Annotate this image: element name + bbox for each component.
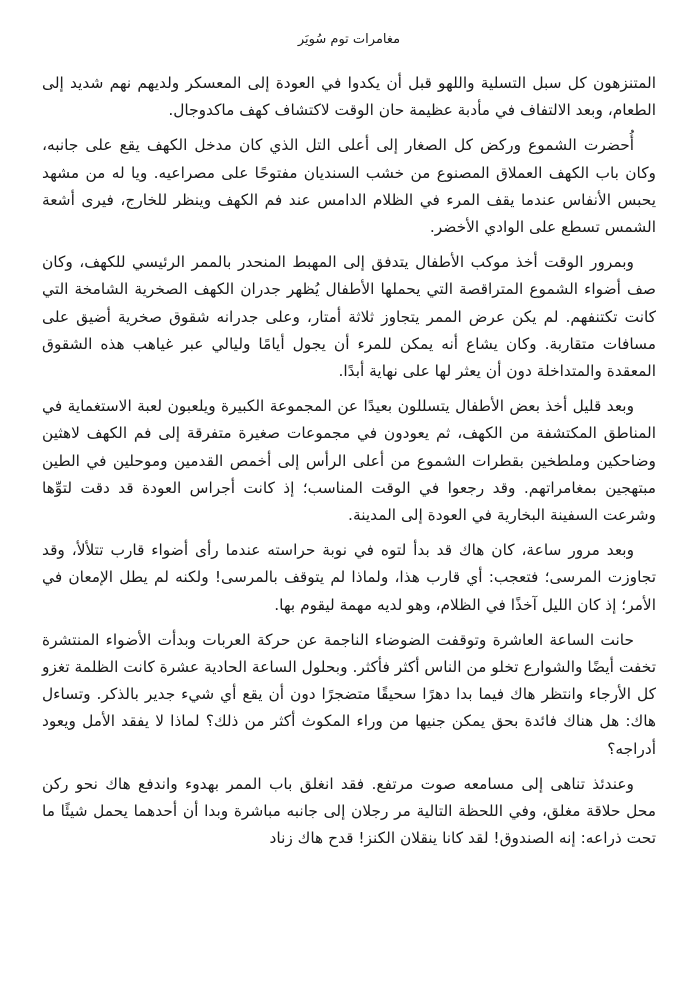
paragraph: وعندئذ تناهى إلى مسامعه صوت مرتفع. فقد انغلق باب الممر بهدوء واندفع هاك نحو ركن محل حلاقة مغلق، وفي اللحظة التالية مر رجلان إلى جانبه مباشرة وبدا أن أحدهما يحمل شيئًا ما تحت ذراعه: إنه الصندوق! لقد كانا ينقلان الكنز! قدح هاك زناد [42,774,656,848]
paragraph: وبعد قليل أخذ بعض الأطفال يتسللون بعيدًا عن المجموعة الكبيرة ويلعبون لعبة الاستغماية في المناطق المكتشفة من الكهف، ثم يعودون في مجموعات صغيرة متفرقة إلى فم الكهف لاهثين وضاحكين وملطخين بقطرات الشموع من أعلى الرأس إلى أخمص القدمين وموحلين في الطين مبتهجين بمغامراتهم. وقد رجعوا في الوقت المناسب؛ إذ كانت أجراس العودة قد دقت لتوِّها وشرعت السفينة البخارية في العودة إلى المدينة. [42,397,656,525]
running-header: مغامرات توم سُويَر [297,32,401,47]
paragraph: وبمرور الوقت أخذ موكب الأطفال يتدفق إلى المهبط المنحدر بالممر الرئيسي للكهف، وكان صف أضواء الشموع المتراقصة التي يحملها الأطفال يُظهر جدران الكهف الصخرية الشامخة التي كانت تكتنفهم. لم يكن عرض الممر يتجاوز ثلاثة أمتار، وعلى جدرانه شقوق صخرية أضيق على مسافات متقاربة. وكان يشاع أنه يمكن للمرء أن يجول أيامًا وليالي عبر غياهب هذه الشقوق المعقدة والمتداخلة دون أن يعثر لها على نهاية أبدًا. [42,253,656,381]
paragraph: المتنزهون كل سبل التسلية واللهو قبل أن يكدوا في العودة إلى المعسكر ولديهم نهم شديد إلى الطعام، وبعد الالتفاف في مأدبة عظيمة حان الوقت لاكتشاف كهف ماكدوجال. [42,74,656,120]
body-text [42,70,656,852]
paragraph: حانت الساعة العاشرة وتوقفت الضوضاء الناجمة عن حركة العربات وبدأت الأضواء المنتشرة تخفت أيضًا والشوارع تخلو من الناس أكثر فأكثر. وبحلول الساعة الحادية عشرة كانت الظلمة تغزو كل الأرجاء وانتظر هاك فيما بدا دهرًا سحيقًا متضجرًا دون أن يقع أي شيء جدير بالذكر. وتساءل هاك: هل هناك فائدة بحق يمكن جنيها من وراء المكوث أكثر من ذلك؟ لماذا لا يفقد الأمل ويعود أدراجه؟ [42,630,656,758]
paragraph: وبعد مرور ساعة، كان هاك قد بدأ لتوه في نوبة حراسته عندما رأى أضواء قارب تتلألأ، وقد تجاوزت المرسى؛ فتعجب: أي قارب هذا، ولماذا لم يتوقف بالمرسى! ولكنه لم يطل الإمعان في الأمر؛ إذ كان الليل آخذًا في الظلام، وهو لديه مهمة ليقوم بها. [42,541,656,614]
paragraph: أُحضرت الشموع وركض كل الصغار إلى أعلى التل الذي كان مدخل الكهف يقع على جانبه، وكان باب الكهف العملاق المصنوع من خشب السنديان مفتوحًا على مصراعيه. ويا له من مشهد يحبس الأنفاس عندما يقف المرء في الظلام الدامس عند فم الكهف وينظر للخارج، فيرى أشعة الشمس تسطع على الوادي الأخضر. [42,136,656,237]
